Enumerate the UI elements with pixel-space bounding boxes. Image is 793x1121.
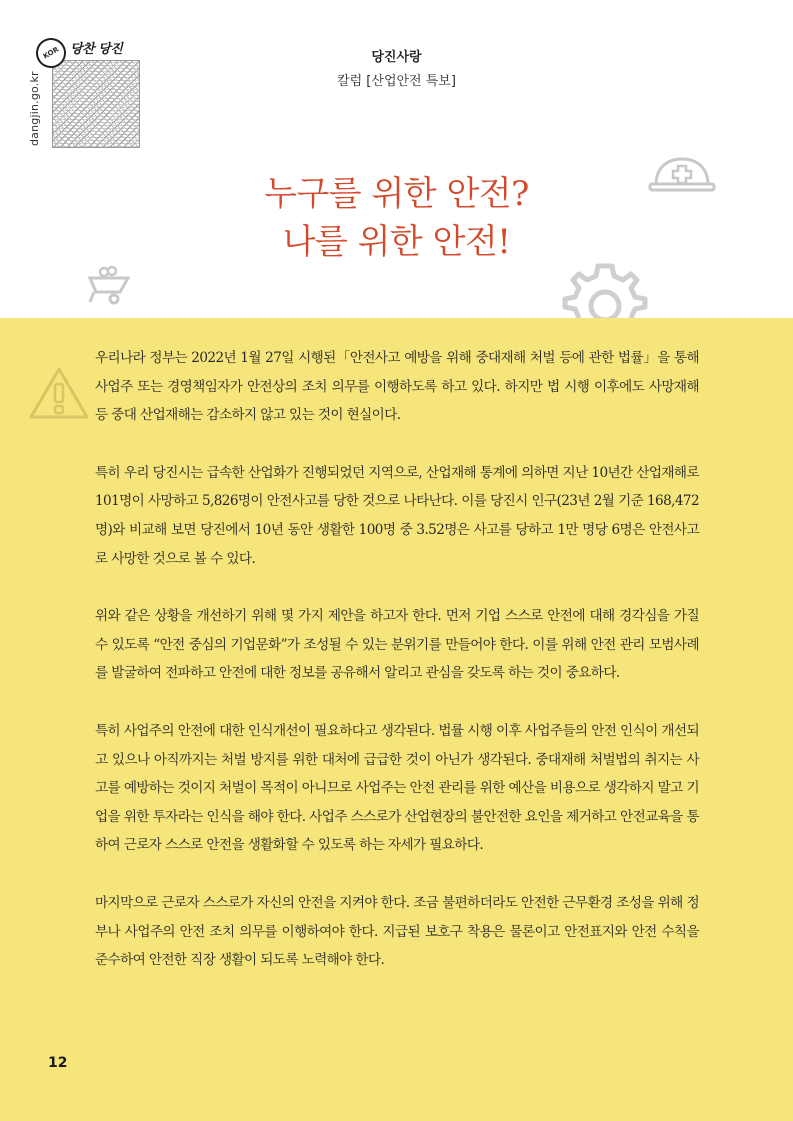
page-number: 12 (48, 1055, 68, 1071)
brand-logo-text: 당찬 당진 (70, 42, 123, 57)
paragraph-5: 마지막으로 근로자 스스로가 자신의 안전을 지켜야 한다. 조금 불편하더라도 안전한 근무환경 조성을 위해 정부나 사업주의 안전 조치 의무를 이행하여야 한다. 지급된 보호구 착용은 물론이고 안전표지와 안전 수칙을 준수하여 안전한 직장 생활이 되도록 노력해야 한다. (95, 894, 699, 969)
site-url[interactable]: dangjin.go.kr (28, 71, 41, 146)
paragraph-2: 특히 우리 당진시는 급속한 산업화가 진행되었던 지역으로, 산업재해 통계에 의하면 지난 10년간 산업재해로 101명이 사망하고 5,826명이 안전사고를 당한 것으로 나타난다. 이를 당진시 인구(23년 2월 기준 168,472명)와 비교해 보면 당진에서 10년 동안 생활한 100명 중 3.52명은 사고를 당하고 1만 명당 6명은 안전사고로 사망한 것으로 볼 수 있다. (95, 464, 699, 567)
paragraph-4: 특히 사업주의 안전에 대한 인식개선이 필요하다고 생각된다. 법률 시행 이후 사업주들의 안전 인식이 개선되고 있으나 아직까지는 처벌 방지를 위한 대처에 급급한 것이 아닌가 생각된다. 중대재해 처벌법의 취지는 사고를 예방하는 것이지 처벌이 목적이 아니므로 사업주는 안전 관리를 위한 예산을 비용으로 생각하지 말고 기업을 위한 투자라는 인식을 해야 한다. 사업주 스스로가 산업현장의 불안전한 요인을 제거하고 안전교육을 통하여 근로자 스스로 안전을 생활화할 수 있도록 하는 자세가 필요하다. (95, 722, 699, 854)
gear-icon (560, 262, 650, 318)
paragraph-3: 위와 같은 상황을 개선하기 위해 몇 가지 제안을 하고자 한다. 먼저 기업 스스로 안전에 대해 경각심을 가질 수 있도록 “안전 중심의 기업문화”가 조성될 수 있는 분위기를 만들어야 한다. 이를 위해 안전 관리 모범사례를 발굴하여 전파하고 안전에 대한 정보를 공유해서 알리고 관심을 갖도록 하는 것이 중요하다. (95, 608, 699, 682)
warning-icon (28, 366, 90, 420)
section-category: 당진사랑 (371, 50, 422, 65)
title-line-1: 누구를 위한 안전? (264, 174, 529, 214)
article-body (95, 344, 699, 1004)
title-line-2: 나를 위한 안전! (282, 222, 511, 262)
hardhat-icon (646, 155, 718, 193)
wheelbarrow-icon (84, 262, 134, 306)
section-subtitle: 칼럼 [산업안전 특보] (337, 74, 456, 89)
paragraph-1: 우리나라 정부는 2022년 1월 27일 시행된「안전사고 예방을 위해 중대재해 처벌 등에 관한 법률」을 통해 사업주 또는 경영책임자가 안전상의 조치 의무를 이행하도록 하고 있다. 하지만 법 시행 이후에도 사망재해 등 중대 산업재해는 감소하지 않고 있는 것이 현실이다. (95, 350, 699, 424)
kor-badge: KOR (31, 33, 72, 74)
